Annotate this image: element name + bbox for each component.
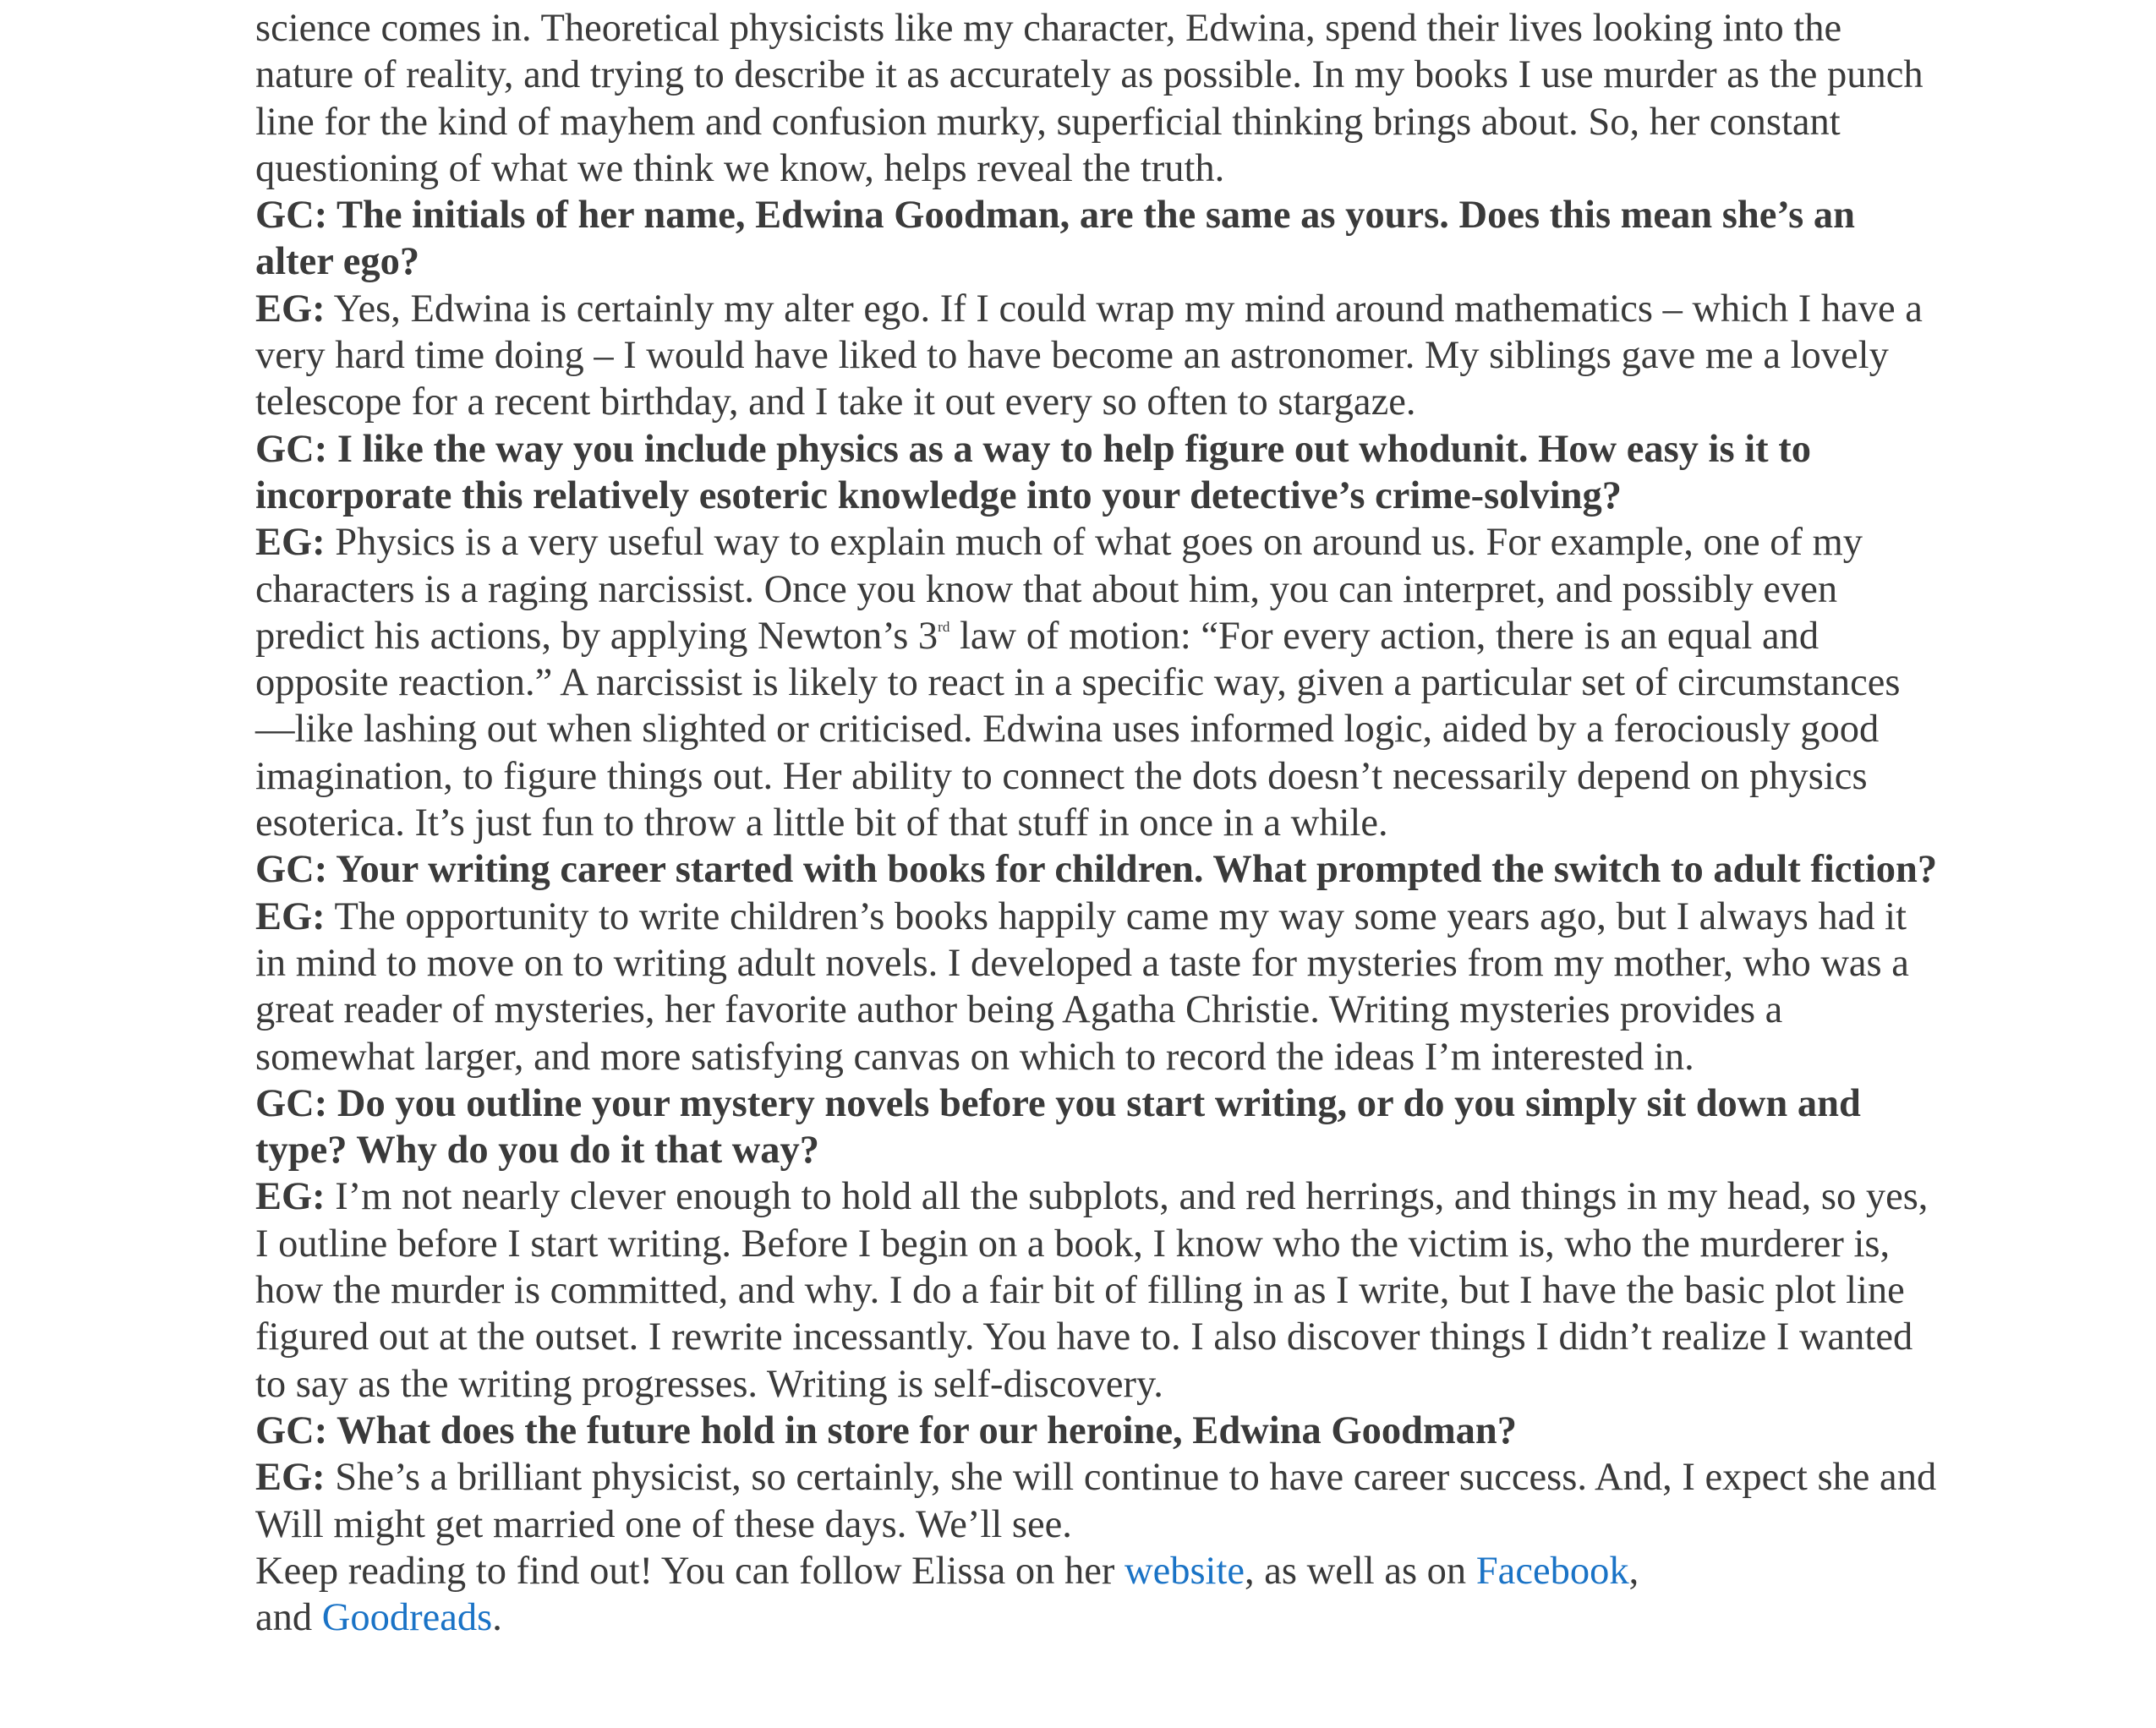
question-5: GC: What does the future hold in store for our heroine, Edwina Goodman? xyxy=(255,1408,1518,1452)
question-2: GC: I like the way you include physics as a way to help figure out whodunit. How easy is it to incorporate this relatively esoteric knowledge into your detective’s crime-solving? xyxy=(255,427,1811,517)
closing-text: , as well as on xyxy=(1245,1549,1476,1593)
speaker-label: EG: xyxy=(255,1456,326,1500)
goodreads-link[interactable]: Goodreads xyxy=(321,1596,493,1640)
closing-text: and xyxy=(255,1596,322,1640)
answer-text-continued: law of motion: “For every action, there is an equal and opposite reaction.” A narcissist is likely to react in a specific way, given a particular set of circumstances—like lashing out when slighted or criticised. Edwina uses informed logic, aided by a ferociously good imagination, to figure things out. Her ability to connect the dots doesn’t necessarily depend on physics esoterica. It’s just fun to throw a little bit of that stuff in once in a while. xyxy=(255,614,1901,845)
intro-paragraph: science comes in. Theoretical physicists like my character, Edwina, spend their lives looking into the nature of reality, and trying to describe it as accurately as possible. In my books I use murder as the punch line for the kind of mayhem and confusion murky, superficial thinking brings about. So, her constant questioning of what we think we know, helps reveal the truth. xyxy=(255,7,1923,190)
question-4: GC: Do you outline your mystery novels before you start writing, or do you simply sit down and type? Why do you do it that way? xyxy=(255,1081,1861,1173)
answer-text: Yes, Edwina is certainly my alter ego. If I could wrap my mind around mathematics – which I have a very hard time doing – I would have liked to have become an astronomer. My siblings gave me a lovely telescope for a recent birthday, and I take it out every so often to stargaze. xyxy=(255,287,1923,424)
closing-text: , xyxy=(1628,1549,1639,1593)
closing-text: Keep reading to find out! You can follow Elissa on her xyxy=(255,1549,1125,1593)
answer-text: Physics is a very useful way to explain much of what goes on around us. For example, one of my characters is a raging narcissist. Once you know that about him, you can interpret, and possibly even predict his actions, by applying Newton’s 3 xyxy=(255,521,1863,658)
closing-text: . xyxy=(492,1596,502,1640)
website-link[interactable]: website xyxy=(1124,1549,1245,1593)
closing-line-2 xyxy=(255,1594,1938,1641)
answer-text: I’m not nearly clever enough to hold all the subplots, and red herrings, and things in my head, so yes, I outline before I start writing. Before I begin on a book, I know who the victim is, who the murderer is, how the murder is committed, and why. I do a fair bit of filling in as I write, but I have the basic plot line figured out at the outset. I rewrite incessantly. You have to. I also discover things I didn’t realize I wanted to say as the writing progresses. Writing is self-discovery. xyxy=(255,1175,1929,1406)
answer-3 xyxy=(255,894,1938,1080)
speaker-label: EG: xyxy=(255,521,326,565)
answer-text: She’s a brilliant physicist, so certainly, she will continue to have career success. And, I expect she and Will might get married one of these days. We’ll see. xyxy=(255,1456,1937,1546)
answer-5 xyxy=(255,1454,1938,1548)
answer-4 xyxy=(255,1173,1938,1407)
interview-article xyxy=(255,5,1938,1641)
facebook-link[interactable]: Facebook xyxy=(1475,1549,1629,1593)
answer-1 xyxy=(255,286,1938,426)
ordinal-superscript: rd xyxy=(938,618,950,635)
answer-text: The opportunity to write children’s books happily came my way some years ago, but I always had it in mind to move on to writing adult novels. I developed a taste for mysteries from my mother, who was a great reader of mysteries, her favorite author being Agatha Christie. Writing mysteries provides a somewhat larger, and more satisfying canvas on which to record the ideas I’m interested in. xyxy=(255,894,1909,1079)
answer-2 xyxy=(255,519,1938,846)
closing-line-1 xyxy=(255,1548,1938,1594)
question-1: GC: The initials of her name, Edwina Goodman, are the same as yours. Does this mean she’s an alter ego? xyxy=(255,194,1855,284)
speaker-label: EG: xyxy=(255,1175,326,1219)
speaker-label: EG: xyxy=(255,894,326,938)
question-3: GC: Your writing career started with books for children. What prompted the switch to adult fiction? xyxy=(255,848,1938,892)
speaker-label: EG: xyxy=(255,287,326,331)
